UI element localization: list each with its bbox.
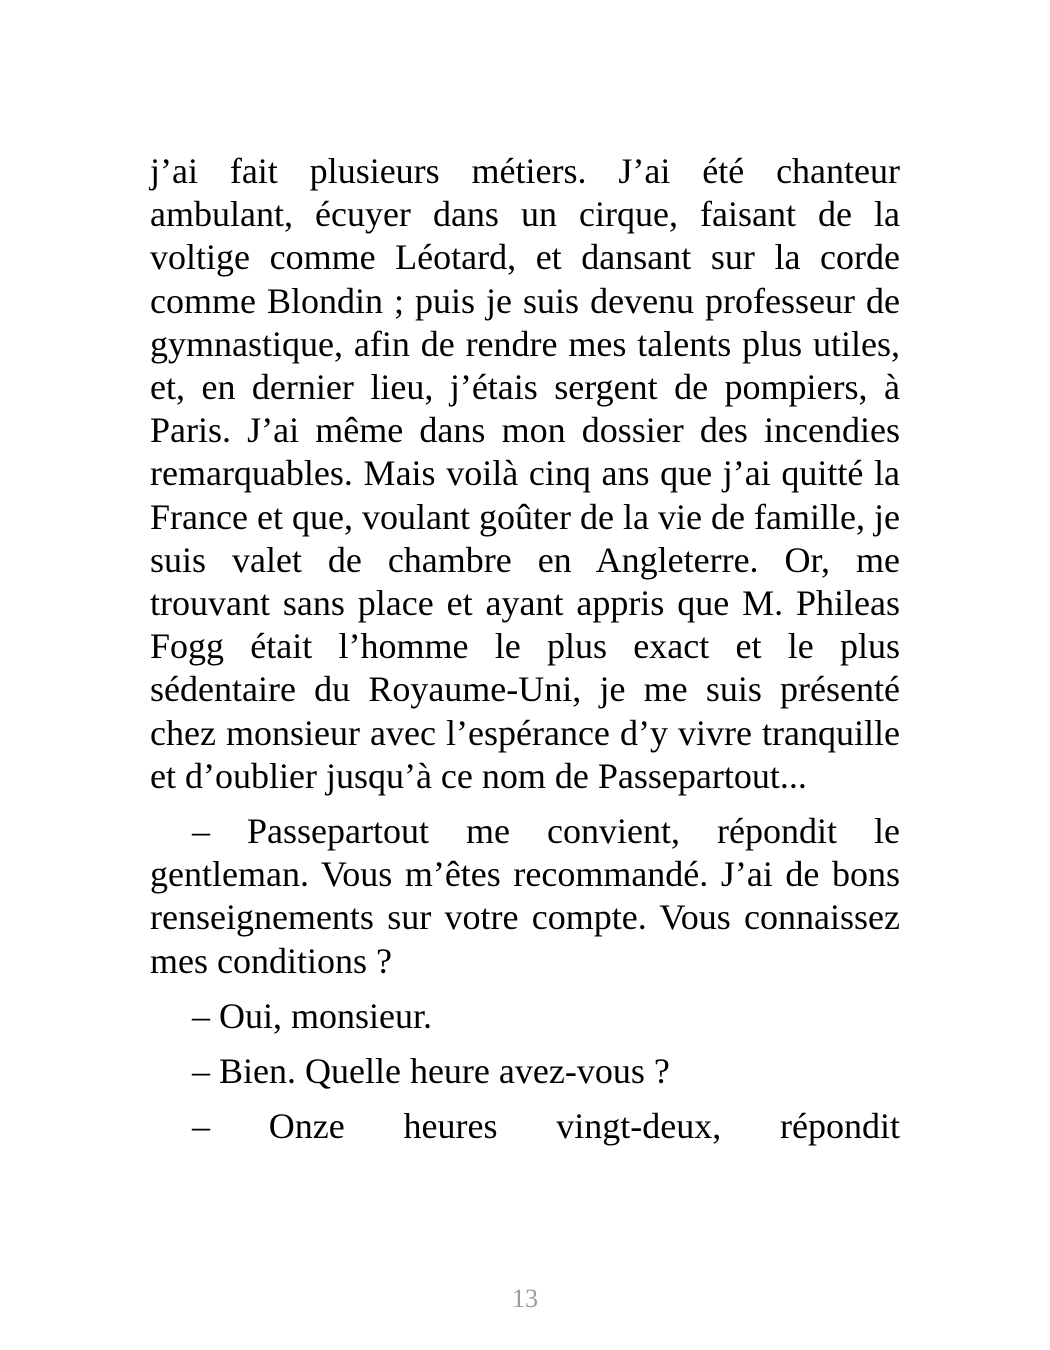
paragraph-passepartout-story: j’ai fait plusieurs métiers. J’ai été chanteur ambulant, écuyer dans un cirque, faisant de la voltige comme Léotard, et dansant sur la corde comme Blondin ; puis je suis devenu professeur de gymnastique, afin de rendre mes talents plus utiles, et, en dernier lieu, j’étais sergent de pompiers, à Paris. J’ai même dans mon dossier des incendies remarquables. Mais voilà cinq ans que j’ai quitté la France et que, voulant goûter de la vie de famille, je suis valet de chambre en Angleterre. Or, me trouvant sans place et ayant appris que M. Phileas Fogg était l’homme le plus exact et le plus sédentaire du Royaume-Uni, je me suis présenté chez monsieur avec l’espérance d’y vivre tranquille et d’oublier jusqu’à ce nom de Passepartout... (150, 151, 900, 796)
paragraph-oui-monsieur: – Oui, monsieur. (192, 995, 432, 1036)
paragraph-onze-heures: – Onze heures vingt-deux, répondit (192, 1106, 900, 1147)
page-number: 13 (512, 1284, 538, 1313)
page-body (150, 150, 900, 1148)
paragraph-gentleman-reply: – Passepartout me convient, répondit le gentleman. Vous m’êtes recommandé. J’ai de bons renseignements sur votre compte. Vous connaissez mes conditions ? (150, 811, 900, 981)
paragraph-quelle-heure: – Bien. Quelle heure avez-vous ? (192, 1051, 670, 1092)
